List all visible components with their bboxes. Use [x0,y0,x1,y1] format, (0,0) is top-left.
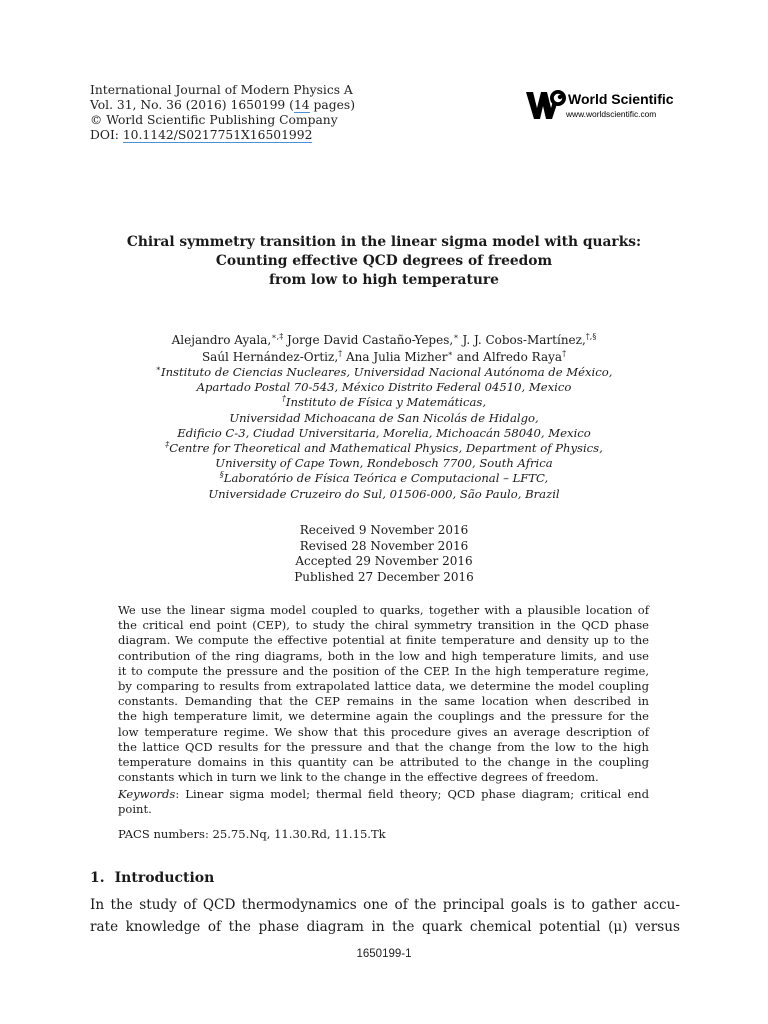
abstract-line: the lattice QCD results for the pressure and that the change from the low to the high [118,739,649,754]
author-name: Jorge David Castaño-Yepes, [283,333,454,347]
author-affil-mark: †,§ [585,332,597,341]
author-name: J. J. Cobos-Martínez, [458,333,586,347]
affiliation-line: University of Cape Town, Rondebosch 7700, South Africa [215,456,553,471]
section-title: Introduction [114,870,215,886]
author-list [60,332,708,366]
author-affil-mark: † [338,349,343,358]
author-name: Alejandro Ayala, [171,333,272,347]
publisher-url: www.worldscientific.com [566,109,657,119]
affiliation-line: Apartado Postal 70-543, México Distrito Federal 04510, Mexico [196,380,572,395]
publisher-logo[interactable] [524,86,684,126]
author-name: and Alfredo Raya [452,350,563,364]
intro-paragraph [90,894,680,938]
published-date: Published 27 December 2016 [294,569,474,584]
abstract [118,603,649,785]
author-affil-mark: ∗ [453,332,459,341]
publication-dates [60,523,708,585]
doi-line: DOI: 10.1142/S0217751X16501992 [90,128,313,142]
section-number: 1. [90,870,105,886]
pacs-numbers: PACS numbers: 25.75.Nq, 11.30.Rd, 11.15.Tk [118,827,386,841]
affiliation-line: Edificio C-3, Ciudad Universitaria, Morelia, Michoacán 58040, Mexico [177,425,591,440]
abstract-line: We use the linear sigma model coupled to quarks, together with a plausible location of [118,603,649,617]
publisher-name: World Scientific [568,91,674,107]
abstract-line: contribution of the ring diagrams, both in the low and high temperature limits, and use [118,648,649,663]
pages-link[interactable]: 14 [293,98,310,112]
section-heading [90,870,214,886]
journal-name: International Journal of Modern Physics A [90,83,353,97]
accepted-date: Accepted 29 November 2016 [295,554,473,568]
affiliations [60,365,708,502]
title-line: Chiral symmetry transition in the linear sigma model with quarks: [126,234,642,250]
abstract-line: it to compute the pressure and the position of the CEP. In the high temperature regime, [118,663,649,678]
abstract-line: low temperature regime. We show that this procedure gives an average description of [118,724,649,739]
affiliation-line: §Laboratório de Física Teórica e Computacional – LFTC, [219,470,549,486]
author-name: Saúl Hernández-Ortiz, [201,350,339,364]
keywords-line: Keywords: Linear sigma model; thermal field theory; QCD phase diagram; critical end [118,787,649,801]
abstract-line: diagram. We compute the effective potential at finite temperature and density up to the [118,633,649,648]
author-affil-mark: ∗,‡ [271,332,284,341]
doi-link[interactable]: 10.1142/S0217751X16501992 [122,128,313,142]
keywords [118,787,649,817]
affiliation-line: ∗Instituto de Ciencias Nucleares, Universidad Nacional Autónoma de México, [155,364,613,379]
copyright-line: © World Scientific Publishing Company [90,113,338,127]
paper-title [60,233,708,290]
title-line: Counting effective QCD degrees of freedom [215,253,553,269]
abstract-line: constants which in turn we link to the change in the effective degrees of freedom. [118,770,599,785]
abstract-line: by comparing to results from extrapolated lattice data, we determine the model coupling [118,679,649,694]
keywords-line: point. [118,802,152,817]
abstract-line: the critical end point (CEP), to study the chiral symmetry transition in the QCD phase [118,618,649,633]
abstract-line: the high temperature limit, we determine again the couplings and the pressure for the [118,709,649,724]
body-text-line: rate knowledge of the phase diagram in the quark chemical potential (μ) versus [90,919,680,935]
author-affil-mark: ∗ [447,349,453,358]
keywords-label: Keywords [118,787,176,801]
author-line [60,332,708,349]
journal-volume-line: Vol. 31, No. 36 (2016) 1650199 (14 pages) [90,98,355,112]
body-text-line: In the study of QCD thermodynamics one of the principal goals is to gather accu- [90,897,680,913]
revised-date: Revised 28 November 2016 [299,538,469,553]
abstract-line: temperature domains in this quantity can be attributed to the change in the coupling [118,755,649,770]
page-number: 1650199-1 [356,948,412,960]
abstract-line: constants. Demanding that the CEP remains in the same location when described in [118,694,649,709]
affiliation-line: ‡Centre for Theoretical and Mathematical Physics, Department of Physics, [165,440,603,456]
affiliation-line: Universidade Cruzeiro do Sul, 01506-000, São Paulo, Brazil [208,486,560,501]
received-date: Received 9 November 2016 [299,523,469,537]
world-scientific-logo-icon [524,88,566,122]
author-affil-mark: † [562,349,567,358]
journal-info [90,83,355,143]
title-line: from low to high temperature [269,272,499,288]
author-name: Ana Julia Mizher [342,350,448,364]
affiliation-line: †Instituto de Física y Matemáticas, [281,394,487,410]
affiliation-line: Universidad Michoacana de San Nicolás de Hidalgo, [229,410,539,425]
